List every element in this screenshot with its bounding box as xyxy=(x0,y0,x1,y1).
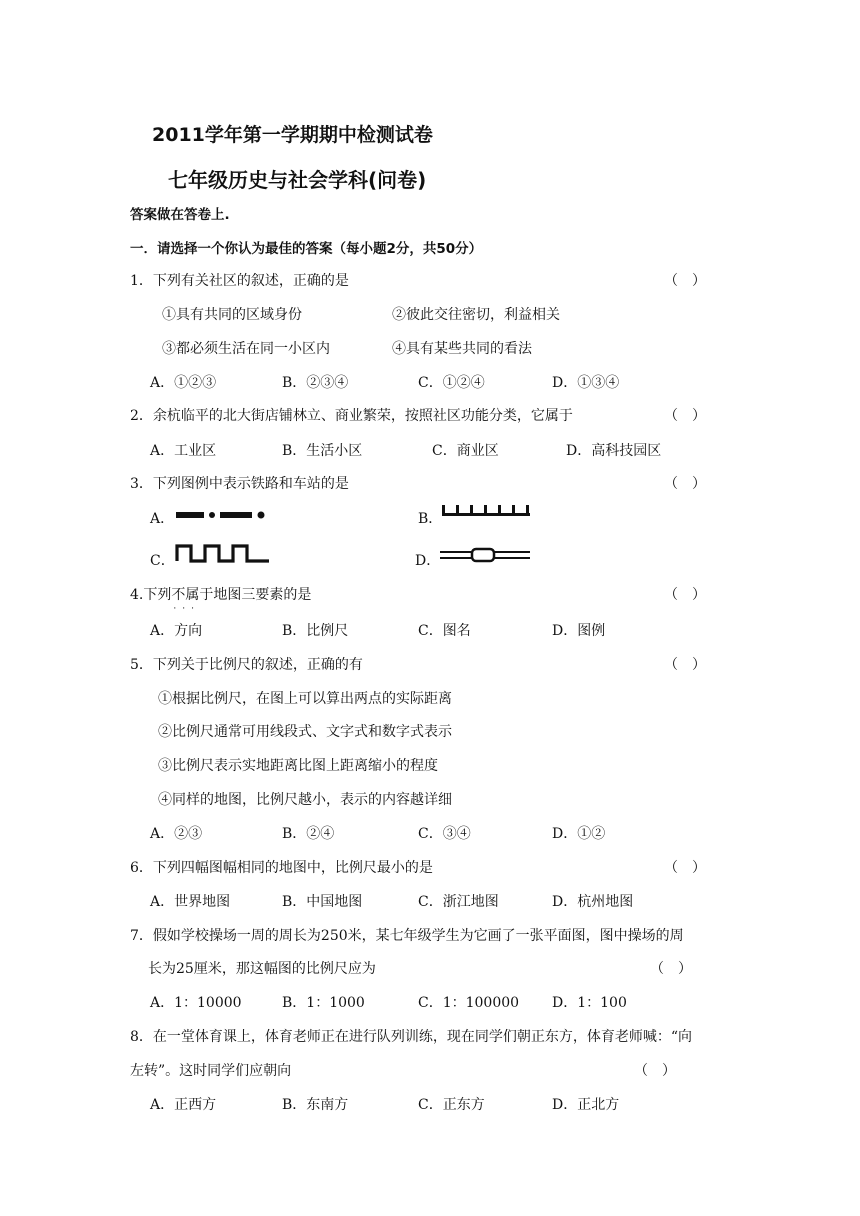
q2-option-d: D．高科技园区 xyxy=(566,443,662,459)
q8-option-d: D．正北方 xyxy=(552,1097,620,1113)
answer-paren-6: （ ） xyxy=(664,860,706,876)
q5-option-c: C．③④ xyxy=(418,826,471,842)
exam-title: 2011学年第一学期期中检测试卷 xyxy=(152,124,433,146)
q2-option-b: B．生活小区 xyxy=(282,443,363,459)
q4-option-b: B．比例尺 xyxy=(282,623,349,639)
wall-fence-symbol xyxy=(175,542,271,564)
answer-paren-4: （ ） xyxy=(664,587,706,603)
question-2-stem: 2．余杭临平的北大街店铺林立、商业繁荣，按照社区功能分类，它属于 xyxy=(130,408,573,424)
q3-option-d: D． xyxy=(415,553,441,569)
emphasis-dots: ··· xyxy=(173,604,200,614)
q7-option-a: A．1：10000 xyxy=(150,995,242,1011)
q1-item-2: ②彼此交往密切，利益相关 xyxy=(392,307,560,323)
q1-option-b: B．②③④ xyxy=(282,375,349,391)
exam-subtitle: 七年级历史与社会学科(问卷) xyxy=(168,168,427,192)
q4-option-a: A．方向 xyxy=(150,623,203,639)
question-4-stem xyxy=(130,584,312,614)
q4-option-c: C．图名 xyxy=(418,623,471,639)
q6-option-c: C．浙江地图 xyxy=(418,894,499,910)
railway-station-symbol xyxy=(175,506,267,524)
question-3-stem: 3．下列图例中表示铁路和车站的是 xyxy=(130,476,349,492)
q1-option-d: D．①③④ xyxy=(552,375,620,391)
q8-option-a: A．正西方 xyxy=(150,1097,217,1113)
answer-paren-1: （ ） xyxy=(664,273,706,289)
q4-stem-post: 地图三要素的是 xyxy=(213,587,312,603)
q2-option-a: A．工业区 xyxy=(150,443,217,459)
cliff-boundary-symbol xyxy=(440,503,532,519)
answer-paren-7: （ ） xyxy=(650,961,692,977)
q5-item-4: ④同样的地图，比例尺越小，表示的内容越详细 xyxy=(158,792,452,808)
answer-paren-5: （ ） xyxy=(664,657,706,673)
question-5-stem: 5．下列关于比例尺的叙述，正确的有 xyxy=(130,657,363,673)
q1-item-1: ①具有共同的区域身份 xyxy=(162,307,302,323)
answer-paren-8: （ ） xyxy=(634,1063,676,1079)
q3-option-a: A． xyxy=(150,511,175,527)
question-6-stem: 6．下列四幅图幅相同的地图中，比例尺最小的是 xyxy=(130,860,433,876)
q7-option-d: D．1：100 xyxy=(552,995,627,1011)
q2-option-c: C．商业区 xyxy=(432,443,499,459)
q4-stem-emphasis: 不属于 ··· xyxy=(171,587,214,614)
answer-paren-3: （ ） xyxy=(664,476,706,492)
bridge-symbol xyxy=(438,546,532,564)
q4-stem-pre: 4.下列 xyxy=(130,587,172,603)
q5-option-b: B．②④ xyxy=(282,826,335,842)
answer-paren-2: （ ） xyxy=(664,408,706,424)
q8-option-c: C．正东方 xyxy=(418,1097,485,1113)
q4-option-d: D．图例 xyxy=(552,623,606,639)
instruction: 答案做在答卷上. xyxy=(130,207,230,223)
q6-option-d: D．杭州地图 xyxy=(552,894,634,910)
q5-item-3: ③比例尺表示实地距离比图上距离缩小的程度 xyxy=(158,758,438,774)
q6-option-b: B．中国地图 xyxy=(282,894,363,910)
question-7-stem-line1: 7．假如学校操场一周的周长为250米，某七年级学生为它画了一张平面图，图中操场的周 xyxy=(130,928,684,944)
q1-item-4: ④具有某些共同的看法 xyxy=(392,341,532,357)
question-8-stem-line2: 左转”。这时同学们应朝向 xyxy=(130,1063,292,1079)
section-heading: 一．请选择一个你认为最佳的答案（每小题2分，共50分） xyxy=(130,241,483,257)
q7-option-b: B．1：1000 xyxy=(282,995,365,1011)
q5-option-d: D．①② xyxy=(552,826,606,842)
q5-item-1: ①根据比例尺，在图上可以算出两点的实际距离 xyxy=(158,691,452,707)
question-1-stem: 1．下列有关社区的叙述，正确的是 xyxy=(130,273,349,289)
q3-option-c: C． xyxy=(150,553,175,569)
q1-option-c: C．①②④ xyxy=(418,375,485,391)
q5-option-a: A．②③ xyxy=(150,826,203,842)
q8-option-b: B．东南方 xyxy=(282,1097,349,1113)
q3-option-b: B． xyxy=(418,511,443,527)
question-8-stem-line1: 8．在一堂体育课上，体育老师正在进行队列训练，现在同学们朝正东方，体育老师喊：“向 xyxy=(130,1029,693,1045)
question-7-stem-line2: 长为25厘米，那这幅图的比例尺应为 xyxy=(148,961,376,977)
q1-item-3: ③都必须生活在同一小区内 xyxy=(162,341,330,357)
q6-option-a: A．世界地图 xyxy=(150,894,231,910)
q7-option-c: C．1：100000 xyxy=(418,995,520,1011)
q1-option-a: A．①②③ xyxy=(150,375,217,391)
q5-item-2: ②比例尺通常可用线段式、文字式和数字式表示 xyxy=(158,724,452,740)
